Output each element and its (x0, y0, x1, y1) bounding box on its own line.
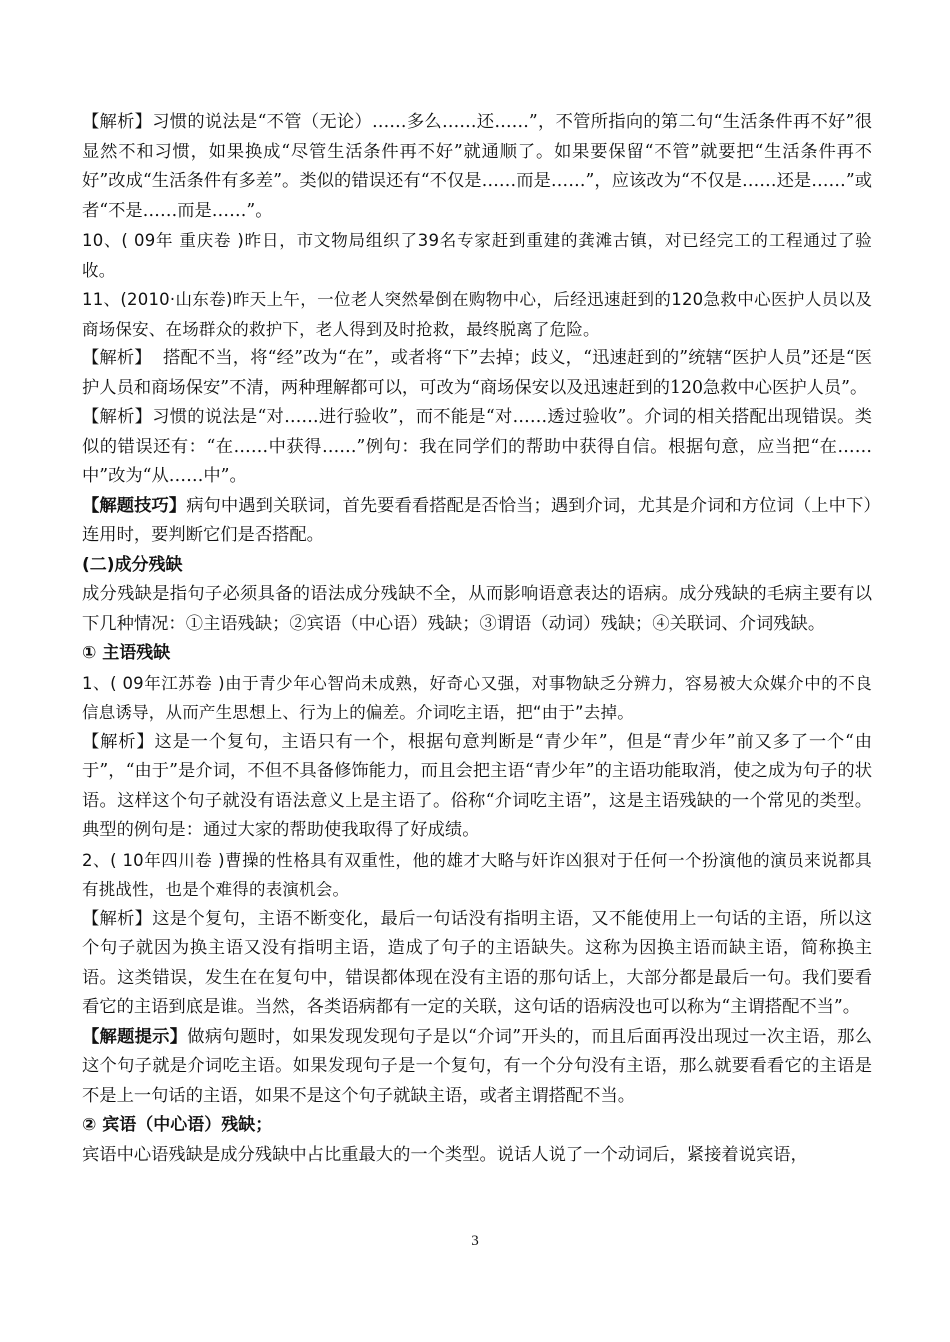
paragraph-text: 这是个复句，主语不断变化，最后一句话没有指明主语，又不能使用上一句话的主语，所以这个句子就因为换主语又没有指明主语，造成了句子的主语缺失。这称为因换主语而缺主语，简称换主语。这类错误，发生在在复句中，错误都体现在没有主语的那句话上，大部分都是最后一句。我们要看看它的主语到底是谁。当然，各类语病都有一定的关联，这句话的语病没也可以称为“主谓搭配不当”。 (82, 908, 872, 1017)
example-10 (82, 226, 872, 285)
paragraph-text: 搭配不当，将“经”改为“在”，或者将“下”去掉；歧义，“迅速赶到的”统辖“医护人员”还是“医护人员和商场保安”不清，两种理解都可以，可改为“商场保安以及迅速赶到的120急救中心医护人员”。 (82, 348, 872, 398)
paragraph-text: 病句中遇到关联词，首先要看看搭配是否恰当；遇到介词，尤其是介词和方位词（上中下）连用时，要判断它们是否搭配。 (82, 495, 872, 545)
paragraph-text: 1、( 09年江苏卷 )由于青少年心智尚未成熟，好奇心又强，对事物缺乏分辨力，容易被大众媒介中的不良信息诱导，从而产生思想上、行为上的偏差。介词吃主语，把“由于”去掉。 (82, 673, 872, 722)
paragraph-text: 2、( 10年四川卷 )曹操的性格具有双重性，他的雄才大略与奸诈凶狠对于任何一个扮演他的演员来说都具有挑战性，也是个难得的表演机会。 (82, 850, 872, 899)
page-number: 3 (471, 1233, 479, 1249)
paragraph-analysis-4 (82, 728, 872, 846)
subsection-heading-2 (82, 1111, 872, 1141)
analysis-label: 【解析】 (82, 908, 153, 929)
section-heading-2 (82, 551, 872, 581)
subsection-heading-1 (82, 639, 872, 669)
tip-label: 【解题技巧】 (82, 495, 187, 516)
example-1 (82, 669, 872, 728)
document-body (82, 108, 872, 1170)
paragraph-text: 11、(2010·山东卷)昨天上午，一位老人突然晕倒在购物中心，后经迅速赶到的120急救中心医护人员以及商场保安、在场群众的救护下，老人得到及时抢救，最终脱离了危险。 (82, 290, 872, 339)
paragraph-text: 做病句题时，如果发现发现句子是以“介词”开头的，而且后面再没出现过一次主语，那么这个句子就是介词吃主语。如果发现句子是一个复句，有一个分句没有主语，那么就要看看它的主语是不是上一句话的主语，如果不是这个句子就缺主语，或者主谓搭配不当。 (82, 1026, 872, 1106)
analysis-label: 【解析】 (82, 407, 153, 427)
paragraph-object (82, 1141, 872, 1171)
heading-text: ① 主语残缺 (82, 643, 171, 663)
paragraph-tip-1 (82, 492, 872, 551)
paragraph-analysis-1 (82, 108, 872, 226)
paragraph-text: 习惯的说法是“对……进行验收”，而不能是“对……透过验收”。介词的相关搭配出现错误。类似的错误还有：“在……中获得……”例句：我在同学们的帮助中获得自信。根据句意，应当把“在……中”改为“从……中”。 (82, 407, 872, 486)
paragraph-text: 宾语中心语残缺是成分残缺中占比重最大的一个类型。说话人说了一个动词后，紧接着说宾语， (82, 1144, 808, 1165)
paragraph-text: 成分残缺是指句子必须具备的语法成分残缺不全，从而影响语意表达的语病。成分残缺的毛病主要有以下几种情况：①主语残缺；②宾语（中心语）残缺；③谓语（动词）残缺；④关联词、介词残缺。 (82, 584, 872, 634)
analysis-label: 【解析】 (82, 112, 153, 132)
example-11 (82, 285, 872, 344)
paragraph-text: 习惯的说法是“不管（无论）……多么……还……”，不管所指向的第二句“生活条件再不好”很显然不和习惯，如果换成“尽管生活条件再不好”就通顺了。如果要保留“不管”就要把“生活条件再不好”改成“生活条件有多差”。类似的错误还有“不仅是……而是……”，应该改为“不仅是……还是……”或者“不是……而是……”。 (82, 112, 872, 221)
paragraph-tip-2 (82, 1023, 872, 1112)
tip-label: 【解题提示】 (82, 1026, 188, 1047)
example-2 (82, 846, 872, 905)
paragraph-analysis-3 (82, 403, 872, 492)
heading-text: (二)成分残缺 (82, 554, 183, 575)
paragraph-text: 10、( 09年 重庆卷 )昨日，市文物局组织了39名专家赶到重建的龚滩古镇，对已经完工的工程通过了验收。 (82, 231, 872, 280)
paragraph-analysis-5 (82, 905, 872, 1023)
paragraph-analysis-2 (82, 344, 872, 403)
paragraph-text: 这是一个复句，主语只有一个，根据句意判断是“青少年”，但是“青少年”前又多了一个“由于”，“由于”是介词，不但不具备修饰能力，而且会把主语“青少年”的主语功能取消，使之成为句子的状语。这样这个句子就没有语法意义上是主语了。俗称“介词吃主语”，这是主语残缺的一个常见的类型。典型的例句是：通过大家的帮助使我取得了好成绩。 (82, 731, 872, 840)
heading-text: ② 宾语（中心语）残缺； (82, 1115, 273, 1135)
analysis-label: 【解析】 (82, 348, 152, 368)
analysis-label: 【解析】 (82, 731, 155, 752)
paragraph-intro (82, 580, 872, 639)
